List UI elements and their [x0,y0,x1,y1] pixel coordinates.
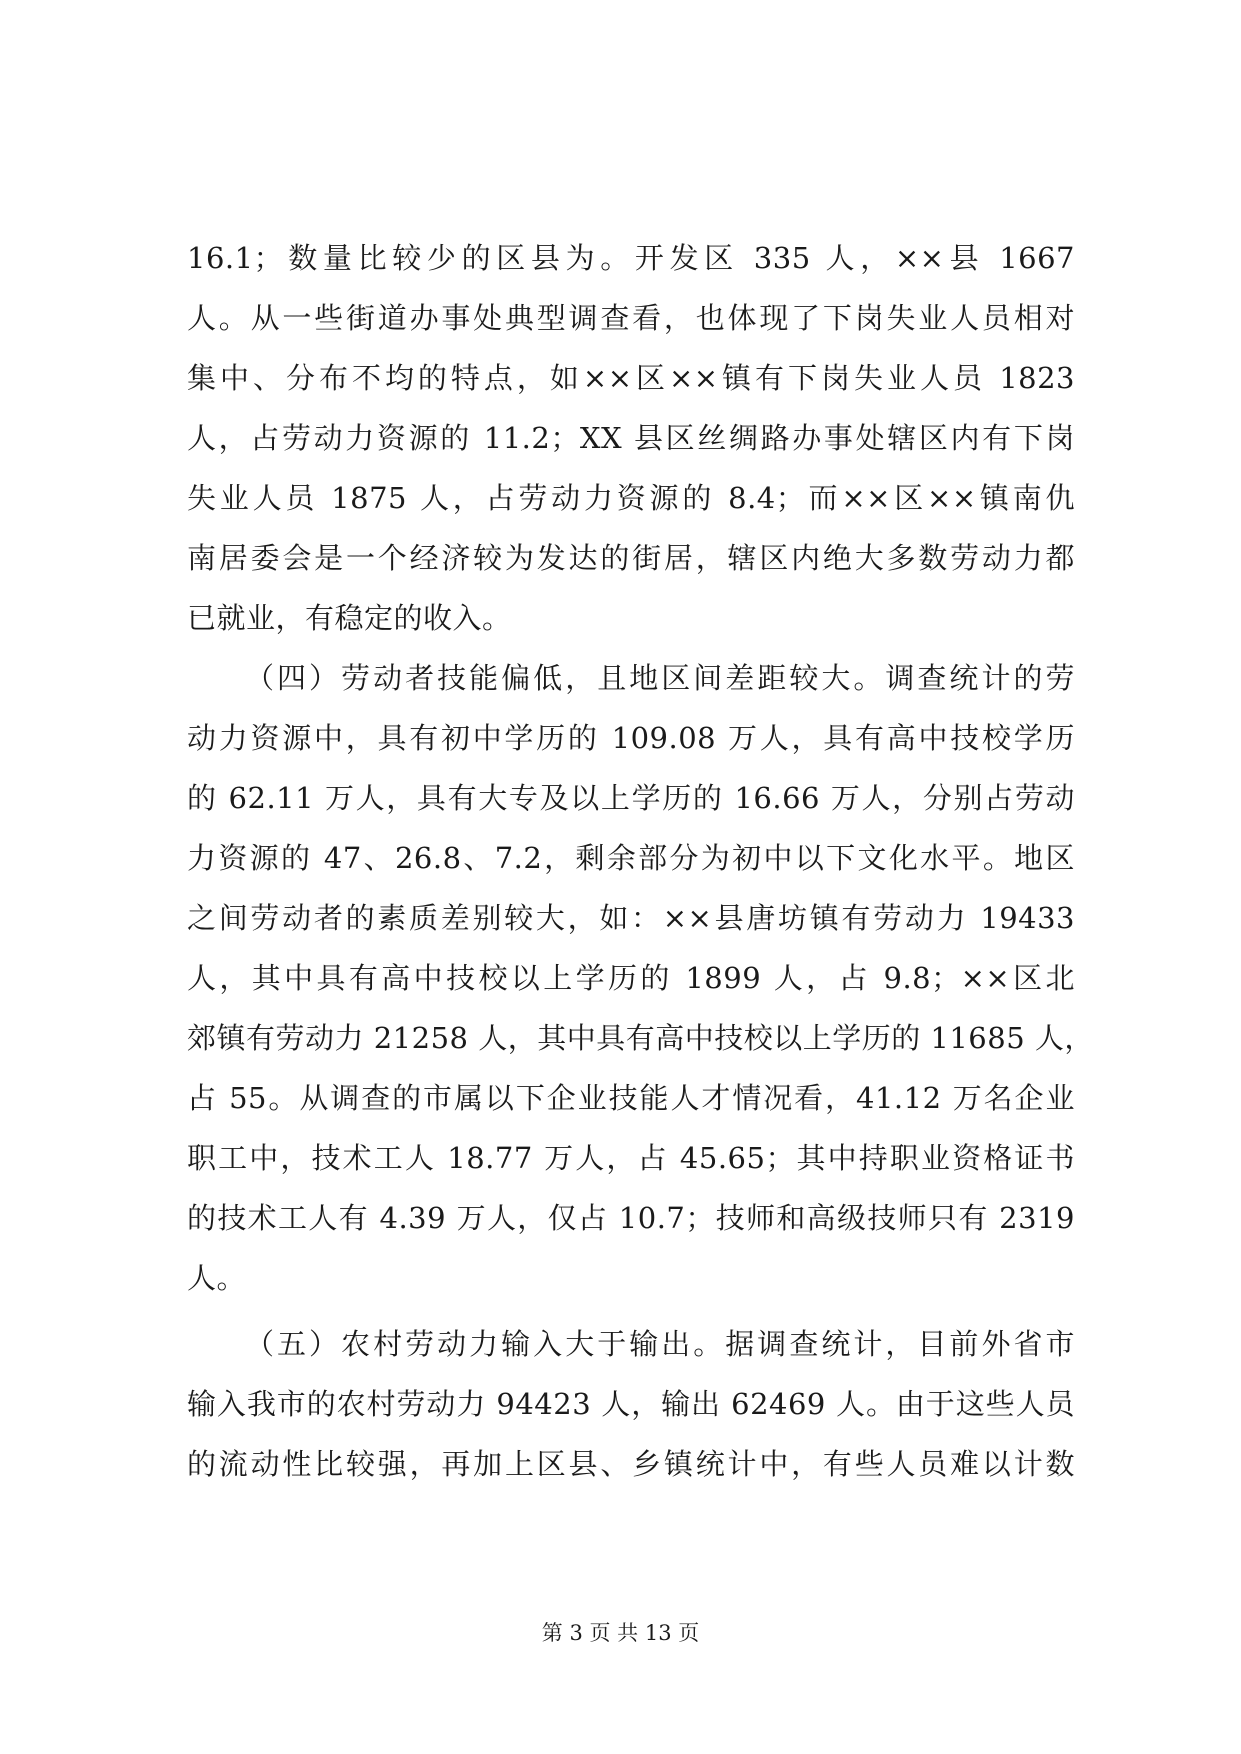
text-line: 南居委会是一个经济较为发达的街居，辖区内绝大多数劳动力都 [187,541,1075,575]
text-line: 职工中，技术工人 18.77 万人，占 45.65；其中持职业资格证书 [187,1141,1075,1175]
text-line: 已就业，有稳定的收入。 [187,601,512,635]
text-line: 人，占劳动力资源的 11.2；XX 县区丝绸路办事处辖区内有下岗 [187,421,1075,455]
document-body [187,228,1094,1494]
text-line: 的 62.11 万人，具有大专及以上学历的 16.66 万人，分别占劳动 [187,781,1075,815]
text-line: 人。从一些街道办事处典型调查看，也体现了下岗失业人员相对 [187,301,1075,335]
paragraph-1 [187,228,1075,648]
section-heading-line: （四）劳动者技能偏低，且地区间差距较大。调查统计的劳 [245,661,1075,695]
text-line: 占 55。从调查的市属以下企业技能人才情况看，41.12 万名企业 [187,1081,1075,1115]
text-line: 集中、分布不均的特点，如××区××镇有下岗失业人员 1823 [187,361,1075,395]
text-line: 输入我市的农村劳动力 94423 人，输出 62469 人。由于这些人员 [187,1387,1075,1421]
text-line: 人，其中具有高中技校以上学历的 1899 人，占 9.8；××区北 [187,961,1075,995]
text-line: 的技术工人有 4.39 万人，仅占 10.7；技师和高级技师只有 2319 [187,1201,1075,1235]
page-footer: 第 3 页 共 13 页 [541,1621,700,1645]
text-line: 郊镇有劳动力 21258 人，其中具有高中技校以上学历的 11685 人， [187,1021,1094,1055]
text-line: 动力资源中，具有初中学历的 109.08 万人，具有高中技校学历 [187,721,1075,755]
text-line: 力资源的 47、26.8、7.2，剩余部分为初中以下文化水平。地区 [187,841,1075,875]
text-line: 16.1；数量比较少的区县为。开发区 335 人，××县 1667 [187,241,1075,275]
section-heading-line: （五）农村劳动力输入大于输出。据调查统计，目前外省市 [245,1327,1075,1361]
text-line: 人。 [187,1261,247,1295]
text-line: 失业人员 1875 人，占劳动力资源的 8.4；而××区××镇南仇 [187,481,1075,515]
paragraph-section-5 [187,1314,1075,1494]
paragraph-section-4 [187,648,1094,1308]
text-line: 之间劳动者的素质差别较大，如：××县唐坊镇有劳动力 19433 [187,901,1075,935]
text-line: 的流动性比较强，再加上区县、乡镇统计中，有些人员难以计数 [187,1447,1075,1481]
